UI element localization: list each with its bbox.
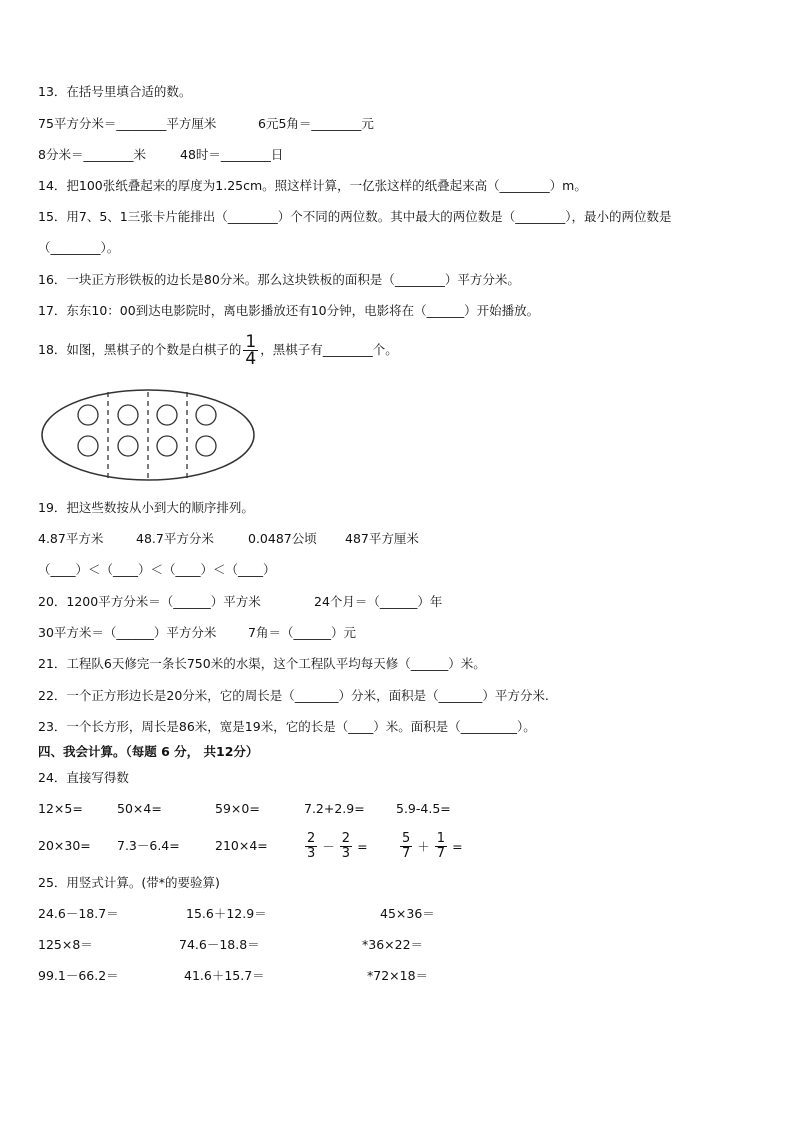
chess-piece — [196, 405, 216, 425]
q18-frac-den: 4 — [245, 349, 257, 369]
q25-item: 24.6－18.7＝ — [38, 906, 119, 921]
chess-piece — [157, 436, 177, 456]
q24-title: 24．直接写得数 — [38, 770, 129, 785]
q25-title: 25．用竖式计算。(带*的要验算) — [38, 875, 220, 890]
q24-item: 50×4= — [117, 801, 162, 816]
frac-den: 7 — [402, 846, 411, 861]
q24-item: 7.3－6.4= — [117, 838, 180, 853]
q13-item-area: 75平方分米＝________平方厘米 — [38, 116, 217, 131]
q18-after: ，黑棋子有________个。 — [260, 342, 398, 357]
q13-item-length: 8分米＝________米 — [38, 147, 146, 162]
chess-piece — [157, 405, 177, 425]
q17-text: 17．东东10：00到达电影院时，离电影播放还有10分钟，电影将在（______）开始播放。 — [38, 303, 540, 318]
q13-item-time: 48时＝________日 — [180, 147, 284, 162]
q14-text: 14．把100张纸叠起来的厚度为1.25cm。照这样计算，一亿张这样的纸叠起来高（________）m。 — [38, 178, 587, 193]
q25-item: *72×18＝ — [367, 968, 429, 983]
q19-item: 0.0487公顷 — [248, 531, 317, 546]
q19-item: 487平方厘米 — [345, 531, 419, 546]
frac-den: 3 — [341, 846, 351, 861]
q25-item: *36×22＝ — [362, 937, 424, 952]
q13-item-money: 6元5角＝________元 — [258, 116, 374, 131]
fraction — [435, 832, 447, 861]
frac-den: 3 — [307, 846, 316, 861]
chess-piece — [78, 436, 98, 456]
q24-fraction-expr-a — [303, 826, 371, 867]
chess-piece — [196, 436, 216, 456]
q24-fraction-expr-b — [398, 826, 466, 867]
equals: = — [452, 838, 463, 854]
q13-title: 13．在括号里填合适的数。 — [38, 84, 192, 99]
q25-item: 45×36＝ — [380, 906, 435, 921]
section-4-heading: 四、我会计算。（每题 6 分， 共12分） — [38, 744, 259, 759]
q24-item: 210×4= — [215, 838, 268, 853]
fraction — [340, 832, 352, 861]
fraction — [305, 832, 317, 861]
q18-frac-num: 1 — [245, 332, 257, 352]
q19-item: 4.87平方米 — [38, 531, 104, 546]
operator: － — [322, 838, 335, 854]
q15-line2: （________）。 — [38, 240, 120, 255]
q19-item: 48.7平方分米 — [136, 531, 214, 546]
q20-c: 30平方米＝（______）平方分米 — [38, 625, 217, 640]
q20-d: 7角＝（______）元 — [248, 625, 356, 640]
chess-piece — [78, 405, 98, 425]
frac-num: 1 — [436, 831, 446, 846]
chess-piece — [118, 436, 138, 456]
operator: ＋ — [417, 838, 430, 854]
q22-text: 22．一个正方形边长是20分米，它的周长是（_______）分米，面积是（_______）平方分米. — [38, 688, 549, 703]
q25-item: 74.6－18.8＝ — [179, 937, 260, 952]
fraction — [400, 832, 412, 861]
q19-title: 19．把这些数按从小到大的顺序排列。 — [38, 500, 254, 515]
q24-item: 20×30= — [38, 838, 91, 853]
frac-num: 2 — [307, 831, 316, 846]
q24-item: 12×5= — [38, 801, 83, 816]
q24-item: 5.9-4.5= — [396, 801, 451, 816]
q25-item: 99.1－66.2＝ — [38, 968, 119, 983]
q18-text — [38, 334, 398, 367]
frac-den: 7 — [436, 846, 446, 861]
q15-line1: 15．用7、5、1三张卡片能排出（________）个不同的两位数。其中最大的两位数是（________），最小的两位数是 — [38, 209, 672, 224]
q21-text: 21．工程队6天修完一条长750米的水渠，这个工程队平均每天修（______）米。 — [38, 656, 486, 671]
chess-piece — [118, 405, 138, 425]
q25-item: 41.6＋15.7＝ — [184, 968, 265, 983]
q20-a: 20．1200平方分米＝（______）平方米 — [38, 594, 261, 609]
q20-b: 24个月＝（______）年 — [314, 594, 443, 609]
q24-item: 7.2+2.9= — [304, 801, 365, 816]
q25-item: 15.6＋12.9＝ — [186, 906, 267, 921]
q18-before: 18．如图，黑棋子的个数是白棋子的 — [38, 342, 242, 357]
equals: = — [357, 838, 368, 854]
q23-text: 23．一个长方形，周长是86米，宽是19米，它的长是（____）米。面积是（_________）。 — [38, 719, 536, 734]
frac-num: 2 — [341, 831, 351, 846]
chess-pieces-figure — [40, 386, 260, 484]
frac-num: 5 — [402, 831, 411, 846]
q19-order: （____）＜（____）＜（____）＜（____） — [38, 562, 276, 577]
q25-item: 125×8＝ — [38, 937, 93, 952]
q18-fraction — [243, 334, 258, 367]
q24-item: 59×0= — [215, 801, 260, 816]
q16-text: 16．一块正方形铁板的边长是80分米。那么这块铁板的面积是（________）平方分米。 — [38, 272, 520, 287]
